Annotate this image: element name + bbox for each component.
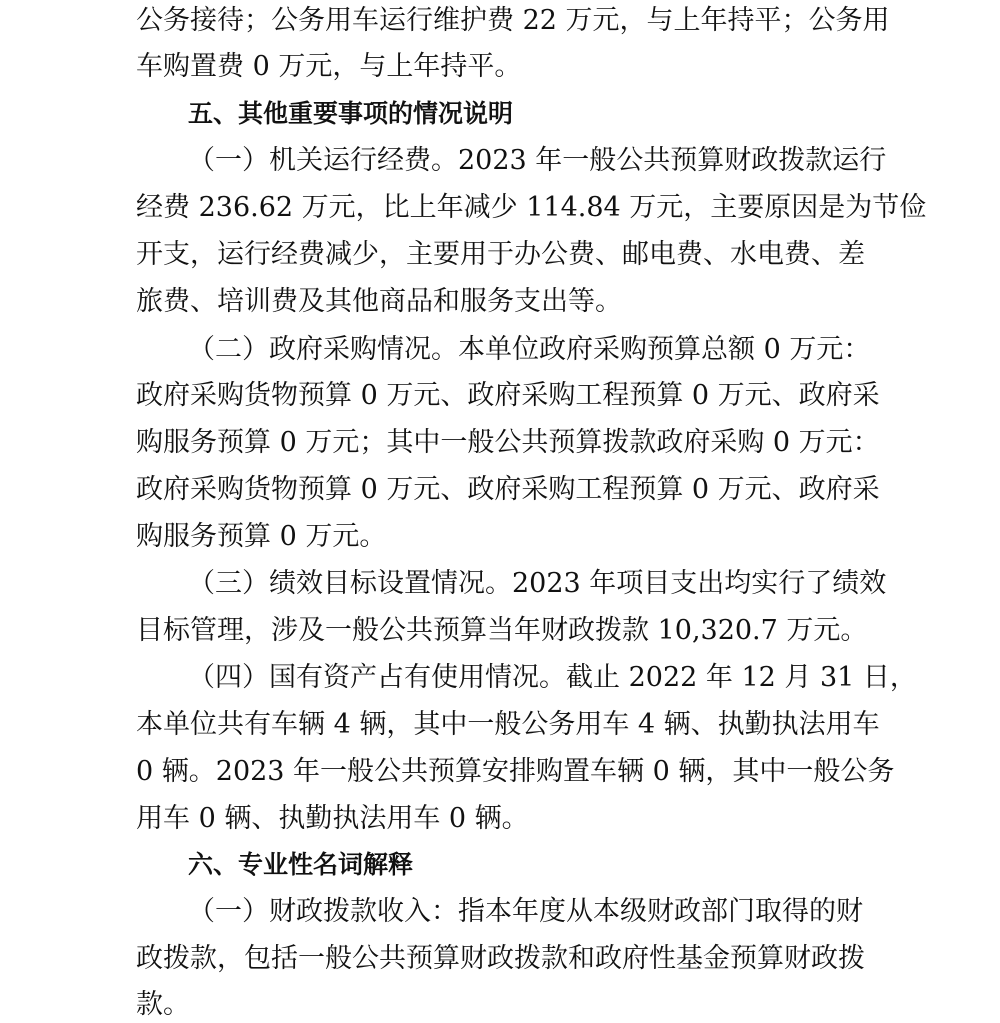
text-line: 经费 236.62 万元，比上年减少 114.84 万元，主要原因是为节俭 [136,192,927,223]
text-line: （一）机关运行经费。2023 年一般公共预算财政拨款运行 [188,145,887,176]
text-line: 0 辆。2023 年一般公共预算安排购置车辆 0 辆，其中一般公务 [136,756,895,787]
text-line: （一）财政拨款收入：指本年度从本级财政部门取得的财 [188,896,863,927]
text-line: 公务接待；公务用车运行维护费 22 万元，与上年持平；公务用 [136,5,890,36]
text-line: 车购置费 0 万元，与上年持平。 [136,51,522,82]
text-line: （二）政府采购情况。本单位政府采购预算总额 0 万元： [188,334,871,365]
text-line: 政府采购货物预算 0 万元、政府采购工程预算 0 万元、政府采 [136,380,880,411]
text-line: 款。 [136,989,190,1020]
text-line: 开支，运行经费减少，主要用于办公费、邮电费、水电费、差 [136,239,865,270]
text-line: （四）国有资产占有使用情况。截止 2022 年 12 月 31 日， [188,662,917,693]
text-line: 目标管理，涉及一般公共预算当年财政拨款 10,320.7 万元。 [136,615,868,646]
text-line: 本单位共有车辆 4 辆，其中一般公务用车 4 辆、执勤执法用车 [136,709,880,740]
text-line: 购服务预算 0 万元；其中一般公共预算拨款政府采购 0 万元： [136,427,880,458]
text-line: 旅费、培训费及其他商品和服务支出等。 [136,286,622,317]
section-heading: 六、专业性名词解释 [188,850,414,879]
text-line: 政拨款，包括一般公共预算财政拨款和政府性基金预算财政拨 [136,943,865,974]
text-line: 用车 0 辆、执勤执法用车 0 辆。 [136,803,529,834]
text-line: （三）绩效目标设置情况。2023 年项目支出均实行了绩效 [188,568,887,599]
text-line: 政府采购货物预算 0 万元、政府采购工程预算 0 万元、政府采 [136,474,880,505]
text-line: 购服务预算 0 万元。 [136,521,387,552]
section-heading: 五、其他重要事项的情况说明 [188,99,514,128]
